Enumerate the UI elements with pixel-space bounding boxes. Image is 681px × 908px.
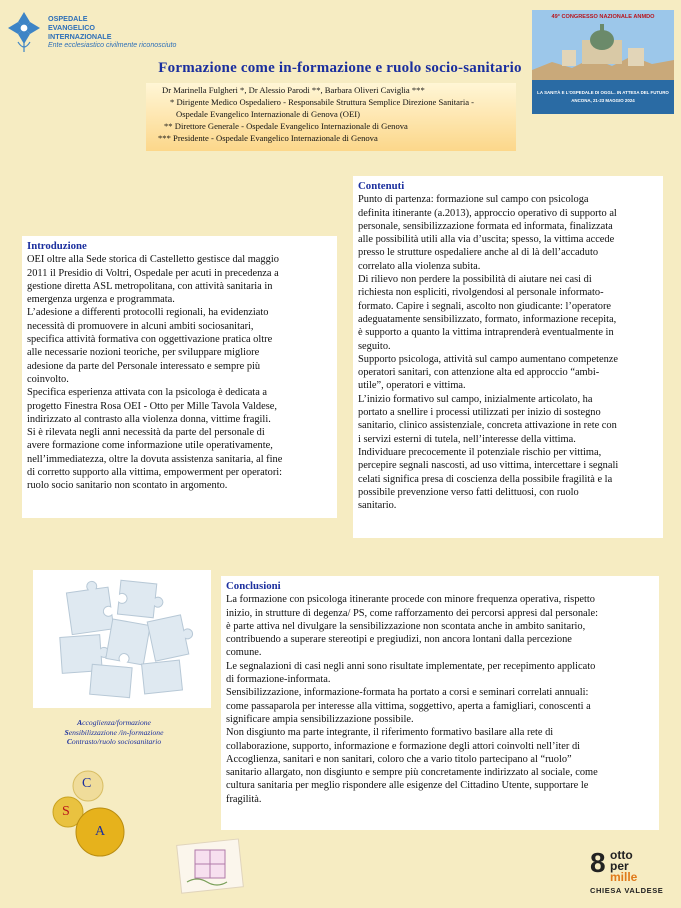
- contenuti-line: Punto di partenza: formazione sul campo con psicologa: [358, 194, 589, 206]
- contenuti-line: alle possibilità utili alla via d’uscita; spesso, la vittima accede: [358, 234, 615, 246]
- contenuti-line: adeguatamente sensibilizzato, formato, informazione recepita,: [358, 313, 617, 325]
- congress-place-date: ANCONA, 21-23 MAGGIO 2024: [571, 98, 635, 103]
- introduzione-heading: Introduzione: [27, 240, 87, 252]
- hospital-cross-logo-icon: [4, 8, 44, 54]
- introduzione-line: specifica attività formativa con oggettivazione pratica oltre: [27, 334, 273, 346]
- conclusioni-line: inizio, in strutture di degenza/ PS, come rafforzamento dei percorsi appresi dal personale:: [226, 607, 599, 619]
- introduzione-line: nell’immediatezza, oltre la dovuta assistenza sanitaria, al fine: [27, 453, 283, 465]
- puzzle-pieces-image: [33, 570, 211, 708]
- conclusioni-heading: Conclusioni: [226, 580, 281, 592]
- contenuti-line: Di rilievo non perdere la possibilità di aiutare nei casi di: [358, 274, 592, 286]
- introduzione-line: L’adesione a differenti protocolli regionali, ha evidenziato: [27, 307, 269, 319]
- authors-block: [146, 83, 516, 151]
- introduzione-line: progetto Finestra Rosa OEI - Otto per Mille Tavola Valdese,: [27, 400, 277, 412]
- acs-legend: [14, 718, 214, 747]
- mille-word: mille: [610, 870, 638, 884]
- congress-tagline: LA SANITÀ E L'OSPEDALE DI OGGI... IN ATTESA DEL FUTURO: [537, 90, 669, 95]
- contenuti-line: celati significa presa di coscienza della possibile fragilità e la: [358, 473, 613, 485]
- introduzione-line: di corretto supporto alla vittima, empowerment per operatori:: [27, 467, 283, 479]
- logo-name-line-2: EVANGELICO: [48, 23, 95, 32]
- contenuti-line: Supporto psicologa, attività sul campo aumentano competenze: [358, 353, 618, 365]
- gear-label-s: S: [62, 804, 70, 819]
- contenuti-line: operatori sanitari, con attenzione alta ed approccio “ambi-: [358, 367, 600, 379]
- contenuti-line: i servizi esterni di tutela, nell’interesse della vittima.: [358, 433, 576, 445]
- gear-label-c: C: [82, 776, 92, 791]
- introduzione-line: adesione da parte del Personale interessato e sempre più: [27, 360, 261, 372]
- conclusioni-section: [221, 576, 659, 830]
- introduzione-line: emergenza urgenza e programmata.: [27, 294, 175, 306]
- introduzione-line: Si è rilevata negli anni necessità da parte del personale di: [27, 427, 265, 439]
- conclusioni-line: come passaparola per interesse alla vittima, soggettivo, aperta a famigliari, conoscenti a: [226, 700, 591, 712]
- conclusioni-line: cultura sanitaria per meglio rispondere alle esigenze del Cittadino Utente, supportare le: [226, 780, 589, 792]
- contenuti-line: presso le strutture ospedaliere anche al di là dell’accaduto: [358, 247, 599, 259]
- contenuti-line: è supporto a quanto la vittima intraprenderà eventualmente in: [358, 327, 614, 339]
- contenuti-heading: Contenuti: [358, 180, 405, 192]
- conclusioni-line: è parte attiva nel divulgare la sensibilizzazione non scontata anche in ambito sanitario,: [226, 620, 586, 632]
- conclusioni-line: comune.: [226, 647, 262, 659]
- logo-subtitle: Ente ecclesiastico civilmente riconosciuto: [48, 42, 177, 49]
- affiliation-2: ** Direttore Generale - Ospedale Evangelico Internazionale di Genova: [164, 121, 408, 131]
- conclusioni-line: La formazione con psicologa itinerante procede con minore frequenza operativa, rispetto: [226, 594, 595, 606]
- conclusioni-line: Sensibilizzazione, informazione-formata ha portato a corsi e seminari correlati annuali:: [226, 687, 589, 699]
- contenuti-line: L’inizio formativo sul campo, inizialmente articolato, ha: [358, 393, 593, 405]
- chiesa-valdese-text: CHIESA VALDESE: [590, 886, 664, 895]
- legend-line-accoglienza: Accoglienza/formazione: [77, 718, 151, 727]
- introduzione-line: Specifica esperienza attivata con la psicologa è dedicata a: [27, 387, 268, 399]
- congress-banner-image: [532, 10, 674, 114]
- conclusioni-line: collaborazione, supporto, informazione e formazione degli attori coinvolti nell’iter di: [226, 740, 581, 752]
- contenuti-line: formato. Capire i segnali, ascolto non giudicante: l’operatore: [358, 300, 612, 312]
- contenuti-line: sanitario, clinico assistenziale, concreta attivazione in rete con: [358, 420, 617, 432]
- conclusioni-line: sanitario allargato, non disgiunto e sempre più concretamente indirizzato al sociale, come: [226, 767, 598, 779]
- logo-name-line-3: INTERNAZIONALE: [48, 32, 112, 41]
- introduzione-line: necessità di promuovere in alcuni ambiti sociosanitari,: [27, 320, 254, 332]
- introduzione-text: [27, 253, 332, 492]
- contenuti-line: portato a snellire i processi utilizzati per inizio di sostegno: [358, 407, 601, 419]
- conclusioni-line: Non disgiunto ma parte integrante, il riferimento formativo basilare alla rete di: [226, 727, 554, 739]
- contenuti-line: richiesta non espliciti, rivolgendosi al personale informato-: [358, 287, 604, 299]
- contenuti-line: utile”, operatori e vittima.: [358, 380, 466, 392]
- contenuti-section: [353, 176, 663, 538]
- congress-heading: 49° CONGRESSO NAZIONALE ANMDO: [551, 14, 655, 20]
- conclusioni-line: Le segnalazioni di casi negli anni sono risultate implementate, per recepimento applicato: [226, 660, 596, 672]
- contenuti-line: sanitario.: [358, 500, 397, 512]
- introduzione-line: 2011 il Presidio di Voltri, Ospedale per acuti in precedenza a: [27, 267, 279, 279]
- contenuti-line: percepire segnali nascosti, ad uso vittima, intercettare i segnali: [358, 460, 619, 472]
- window-sketch-image: [175, 836, 247, 898]
- conclusioni-line: significare ampia sensibilizzazione possibile.: [226, 713, 414, 725]
- contenuti-line: Individuare precocemente il potenziale rischio per vittima,: [358, 446, 602, 458]
- conclusioni-text: [226, 593, 654, 806]
- legend-line-sensibilizzazione: Sensibilizzazione /in-formazione: [64, 727, 164, 737]
- conclusioni-line: contribuendo a superare stereotipi e pregiudizi, non ancora lontani dalla percezione: [226, 634, 572, 646]
- contenuti-line: correlato alla violenza subita.: [358, 260, 481, 272]
- introduzione-line: avere formazione come informazione utile operativamente,: [27, 440, 273, 452]
- introduzione-line: ruolo socio sanitario non scontato in argomento.: [27, 480, 228, 492]
- conclusioni-line: Accoglienza, sanitari e non sanitari, coloro che a vario titolo partecipano al “ruolo”: [226, 753, 572, 765]
- contenuti-line: definita itinerante (a.2013), approccio operativo di supporto al: [358, 207, 617, 219]
- introduzione-line: gestione diretta ASL metropolitana, con attività sanitaria in: [27, 280, 273, 292]
- contenuti-line: possibile prevenzione verso fatti delittuosi, con ruolo: [358, 486, 579, 498]
- otto-per-mille-logo: 8 otto per mille CHIESA VALDESE: [590, 847, 664, 895]
- introduzione-line: OEI oltre alla Sede storica di Castelletto gestisce dal maggio: [27, 254, 279, 266]
- introduzione-section: [22, 236, 337, 518]
- conclusioni-line: fragilità.: [226, 793, 262, 805]
- window-sketch-icon: [175, 836, 247, 898]
- legend-line-contrasto: Contrasto/ruolo sociosanitario: [66, 737, 162, 746]
- conclusioni-line: di formazione-informata.: [226, 674, 331, 686]
- gear-label-a: A: [95, 824, 106, 839]
- contenuti-line: seguito.: [358, 340, 391, 352]
- affiliation-1-line-2: Ospedale Evangelico Internazionale di Genova (OEI): [176, 109, 360, 119]
- otto-word: otto: [610, 848, 633, 862]
- contenuti-line: personale, sensibilizzazione formata ed informata, finalizzata: [358, 220, 613, 232]
- introduzione-line: indirizzato al contrasto alla violenza donna, vittime fragili.: [27, 413, 271, 425]
- contenuti-text: [358, 193, 658, 512]
- hospital-logo-text: [48, 14, 248, 50]
- logo-name-line-1: OSPEDALE: [48, 14, 88, 23]
- puzzle-icon: [33, 570, 211, 708]
- introduzione-line: alle necessarie nozioni teoriche, per sviluppare migliore: [27, 347, 260, 359]
- poster-title: Formazione come in-formazione e ruolo socio-sanitario: [158, 60, 522, 76]
- gears-diagram: [40, 768, 140, 860]
- per-word: per: [610, 859, 629, 873]
- author-names: Dr Marinella Fulgheri *, Dr Alessio Parodi **, Barbara Oliveri Caviglia ***: [162, 85, 425, 95]
- affiliation-3: *** Presidente - Ospedale Evangelico Internazionale di Genova: [158, 133, 378, 143]
- affiliation-1-line-1: * Dirigente Medico Ospedaliero - Responsabile Struttura Semplice Direzione Sanitaria -: [170, 97, 475, 107]
- introduzione-line: coinvolto.: [27, 373, 69, 385]
